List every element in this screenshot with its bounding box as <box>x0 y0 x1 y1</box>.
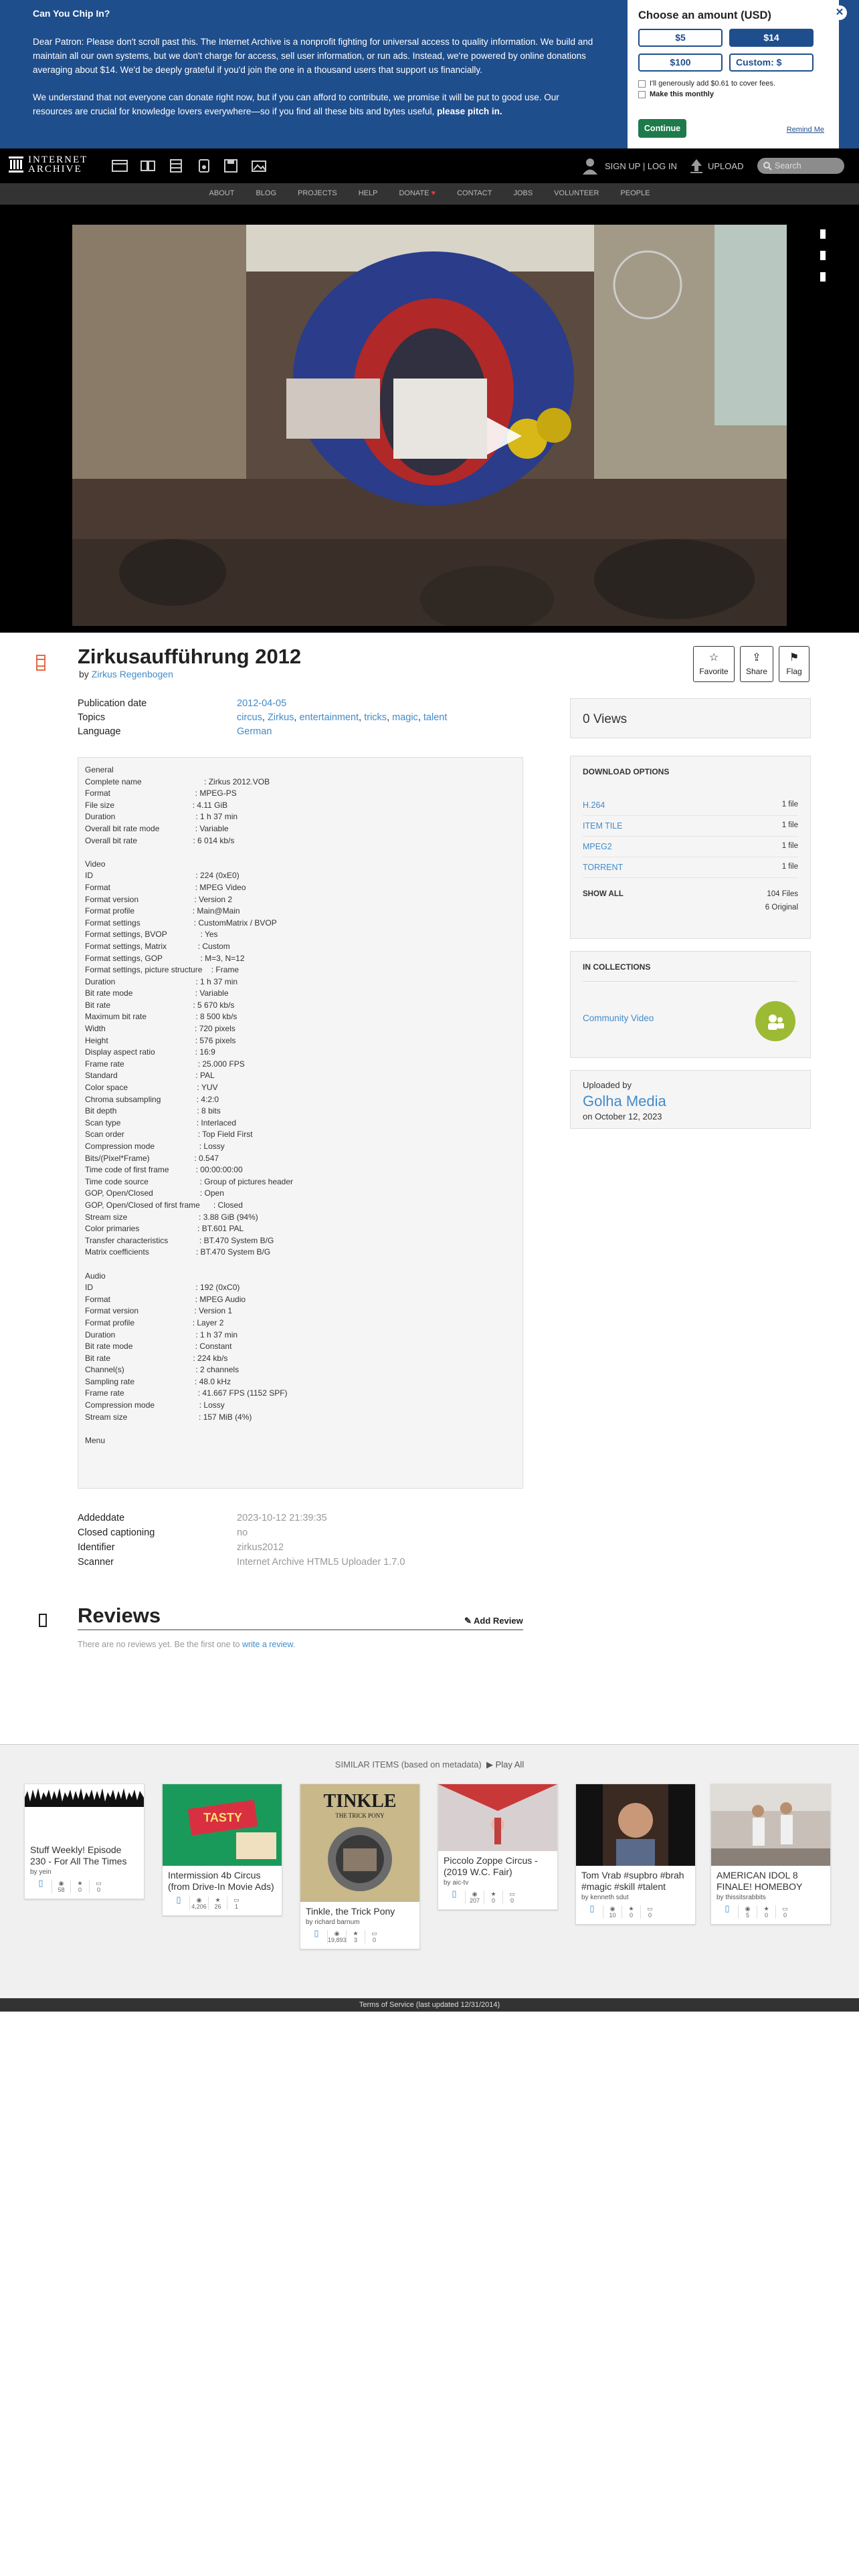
circus-ad-image <box>163 1784 282 1866</box>
logo-text <box>28 155 88 174</box>
media-type-icon: ▯ <box>314 1928 319 1938</box>
publication-date-label: Publication date <box>78 698 147 709</box>
remind-me-link[interactable]: Remind Me <box>786 126 824 134</box>
film-icon[interactable] <box>167 158 185 174</box>
nav-donate-label: DONATE <box>399 189 430 197</box>
views-count: 10 <box>609 1912 616 1919</box>
circus-tent-image <box>438 1784 557 1851</box>
tile-author: by thissitsrabbits <box>717 1894 766 1901</box>
download-row <box>583 795 798 816</box>
flag-icon: ⚑ <box>789 652 799 663</box>
similar-items <box>0 1744 859 1998</box>
tile-thumbnail <box>711 1784 830 1866</box>
user-icon[interactable] <box>581 156 599 175</box>
amount-title: Choose an amount (USD) <box>638 9 771 21</box>
comment-icon: ▭ <box>782 1905 788 1912</box>
amount-options <box>638 29 828 72</box>
nav-help[interactable]: HELP <box>358 189 378 197</box>
download-count: 1 file <box>781 842 798 850</box>
favorites-stat <box>757 1905 775 1919</box>
uploader-link[interactable]: Golha Media <box>583 1093 666 1109</box>
tile-author: by kenneth sdut <box>581 1894 629 1901</box>
download-count: 1 file <box>781 821 798 829</box>
tasty-text: TASTY <box>203 1811 242 1824</box>
similar-item-tile[interactable] <box>24 1784 145 1899</box>
collections-divider <box>583 981 798 982</box>
similar-item-tile[interactable] <box>300 1784 420 1949</box>
upload-icon[interactable] <box>689 158 704 174</box>
reviews-count: 0 <box>510 1897 514 1904</box>
tile-thumbnail <box>438 1784 557 1851</box>
star-icon: ★ <box>215 1897 221 1903</box>
closed-captioning-row <box>78 1527 405 1542</box>
play-all-label: Play All <box>495 1759 524 1769</box>
reviews-stat <box>775 1905 794 1919</box>
comment-icon: ▭ <box>371 1930 377 1937</box>
book-cover-image <box>300 1784 419 1902</box>
amount-panel <box>628 0 839 148</box>
eye-icon: ◉ <box>745 1905 751 1912</box>
collections-box <box>570 951 811 1058</box>
tile-thumbnail <box>163 1784 282 1866</box>
tile-thumbnail <box>25 1784 144 1840</box>
download-torrent-link[interactable]: TORRENT <box>583 863 624 872</box>
reviews-stat <box>365 1930 383 1943</box>
audio-icon[interactable] <box>195 158 213 174</box>
reviews-stat <box>640 1905 659 1919</box>
topics-label: Topics <box>78 712 106 723</box>
people-icon <box>755 1001 795 1041</box>
views-count: 207 <box>469 1897 480 1904</box>
similar-item-tile[interactable] <box>575 1784 696 1925</box>
similar-item-tile[interactable] <box>438 1784 558 1910</box>
metadata-table <box>78 698 447 740</box>
show-all-link[interactable]: SHOW ALL <box>583 890 624 898</box>
topic-link[interactable]: magic <box>392 712 418 723</box>
star-icon: ☆ <box>708 652 719 663</box>
web-icon[interactable] <box>111 158 128 174</box>
play-icon: ▶ <box>486 1759 493 1769</box>
scanner-label: Scanner <box>78 1557 114 1568</box>
no-reviews-message: There are no reviews yet. Be the first one to <box>78 1640 240 1649</box>
favorites-stat <box>622 1905 640 1919</box>
views-count: 58 <box>58 1887 65 1893</box>
total-files: 104 Files <box>767 890 798 898</box>
uploaded-by-box <box>570 1070 811 1129</box>
download-row <box>583 816 798 837</box>
item-details-table <box>78 1513 405 1572</box>
video-theater <box>0 205 859 633</box>
donation-pitch-in: please pitch in. <box>437 106 502 116</box>
reviews-count: 1 <box>234 1903 238 1910</box>
fee-checkbox[interactable] <box>638 80 646 88</box>
reviews-stat <box>89 1880 108 1893</box>
show-all-row <box>583 890 798 898</box>
tile-thumbnail <box>300 1784 419 1902</box>
software-icon[interactable] <box>222 158 240 174</box>
views-count: 19,893 <box>328 1937 347 1943</box>
views-stat <box>189 1897 208 1910</box>
favorites-count: 0 <box>491 1897 495 1904</box>
waveform-image <box>25 1784 144 1840</box>
tile-author: by richard barnum <box>306 1919 360 1926</box>
tile-title[interactable]: Intermission 4b Circus (from Drive-In Movie Ads) <box>168 1870 274 1892</box>
logo[interactable] <box>8 155 88 174</box>
media-type-icon: ▯ <box>176 1895 181 1905</box>
secondary-navigation <box>0 183 859 205</box>
addeddate-label: Addeddate <box>78 1513 125 1523</box>
amount-5-button[interactable]: $5 <box>638 29 723 47</box>
topic-link[interactable]: entertainment <box>299 712 359 723</box>
bookmark-icon[interactable] <box>819 250 827 261</box>
monthly-checkbox-row[interactable] <box>638 90 828 98</box>
community-video-link[interactable]: Community Video <box>583 1013 654 1023</box>
nav-jobs[interactable]: JOBS <box>513 189 533 197</box>
topics-row: Topics circus, Zirkus, entertainment, tricks, magic, talent <box>78 712 447 726</box>
add-review-button[interactable] <box>464 1616 523 1626</box>
author-link[interactable]: Zirkus Regenbogen <box>91 669 173 679</box>
monthly-checkbox[interactable] <box>638 91 646 98</box>
favorites-stat <box>70 1880 89 1893</box>
add-review-label: Add Review <box>474 1616 523 1626</box>
views-stat <box>738 1905 757 1919</box>
item-byline <box>79 669 173 679</box>
similar-item-tile[interactable] <box>710 1784 831 1925</box>
media-type-icon: ▯ <box>38 1878 43 1888</box>
views-stat <box>52 1880 70 1893</box>
scanner-row <box>78 1557 405 1572</box>
favorites-count: 3 <box>353 1937 357 1943</box>
reviews-divider <box>78 1629 523 1630</box>
views-count: 4,206 <box>191 1903 207 1910</box>
download-options <box>570 756 811 939</box>
star-icon: ★ <box>628 1905 634 1912</box>
book-icon[interactable] <box>139 158 157 174</box>
eye-icon: ◉ <box>472 1891 478 1897</box>
comment-icon: ▭ <box>647 1905 653 1912</box>
uploaded-by-label: Uploaded by <box>583 1080 632 1090</box>
views-stat <box>465 1891 484 1904</box>
language-value[interactable]: German <box>237 726 272 737</box>
fee-checkbox-row[interactable] <box>638 80 828 88</box>
favorites-count: 26 <box>214 1903 221 1910</box>
eye-icon: ◉ <box>334 1930 340 1937</box>
search-input[interactable]: Search <box>757 158 844 174</box>
donation-paragraph-2-text: We understand that not everyone can donate right now, but if you can afford to contribute, we promise it will be put to good use. Our resources are crucial for knowledge lovers everywhere—so if you find all these bits and bytes useful, <box>33 92 559 116</box>
heart-icon: ♥ <box>431 189 436 197</box>
tile-stats <box>576 1901 695 1924</box>
nav-projects[interactable]: PROJECTS <box>298 189 337 197</box>
reviews-count: 0 <box>783 1912 787 1919</box>
signup-login-link[interactable]: SIGN UP | LOG IN <box>605 161 677 171</box>
topic-link[interactable]: Zirkus <box>267 712 294 723</box>
tile-title[interactable]: AMERICAN IDOL 8 FINALE! HOMEBOY <box>717 1870 803 1892</box>
favorite-label: Favorite <box>699 667 729 676</box>
views-box <box>570 698 811 738</box>
collection-icon[interactable] <box>755 1001 795 1041</box>
tile-stats <box>300 1926 419 1949</box>
star-icon: ★ <box>763 1905 769 1912</box>
closed-captioning-value: no <box>237 1527 248 1538</box>
bookmark-icon[interactable] <box>819 272 827 282</box>
reviews-stat <box>502 1891 521 1904</box>
play-icon[interactable] <box>482 415 524 457</box>
comment-icon: ▭ <box>96 1880 102 1887</box>
addeddate-value: 2023-10-12 21:39:35 <box>237 1513 327 1523</box>
download-mpeg2-link[interactable]: MPEG2 <box>583 842 612 851</box>
tile-title[interactable]: Tinkle, the Trick Pony <box>306 1906 395 1917</box>
original-files: 6 Original <box>765 903 798 911</box>
upload-date: on October 12, 2023 <box>583 1111 662 1121</box>
media-type-icon: ▯ <box>725 1903 730 1913</box>
eye-icon: ◉ <box>196 1897 202 1903</box>
tile-stats <box>711 1901 830 1924</box>
upload-link[interactable]: UPLOAD <box>708 161 744 171</box>
collections-title: IN COLLECTIONS <box>583 962 651 972</box>
download-options-title: DOWNLOAD OPTIONS <box>583 767 670 776</box>
eye-icon: ◉ <box>58 1880 64 1887</box>
close-icon[interactable]: ✕ <box>832 5 847 20</box>
star-icon: ★ <box>77 1880 83 1887</box>
write-review-link[interactable]: write a review. <box>242 1640 296 1649</box>
views-count: 0 Views <box>583 712 628 726</box>
favorites-stat <box>346 1930 365 1943</box>
nav-about[interactable]: ABOUT <box>209 189 235 197</box>
media-type-icon: ▯ <box>452 1889 457 1899</box>
download-row <box>583 857 798 878</box>
download-count: 1 file <box>781 800 798 809</box>
star-icon: ★ <box>490 1891 496 1897</box>
favorites-count: 0 <box>764 1912 768 1919</box>
logo-line-1: INTERNET <box>28 154 88 165</box>
amount-100-button[interactable]: $100 <box>638 53 723 72</box>
views-stat <box>603 1905 622 1919</box>
favorites-stat <box>208 1897 227 1910</box>
pencil-icon: ✎ <box>464 1616 474 1626</box>
views-stat <box>327 1930 346 1943</box>
donation-title: Can You Chip In? <box>33 8 110 19</box>
cover-title-text: TINKLE <box>323 1791 397 1812</box>
favorites-count: 0 <box>78 1887 82 1893</box>
similar-items-title: SIMILAR ITEMS (based on metadata) <box>335 1759 482 1769</box>
tile-title[interactable]: Piccolo Zoppe Circus - (2019 W.C. Fair) <box>444 1855 538 1877</box>
page-title: Zirkusaufführung 2012 <box>78 645 302 668</box>
search-icon <box>763 161 772 171</box>
monthly-checkbox-label: Make this monthly <box>650 90 714 98</box>
bookmark-icon[interactable] <box>819 229 827 239</box>
share-icon: ⇪ <box>752 652 761 663</box>
nav-blog[interactable]: BLOG <box>256 189 277 197</box>
language-row <box>78 726 447 740</box>
tile-title[interactable]: Tom Vrab #supbro #brah #magic #skill #talent <box>581 1870 684 1892</box>
cover-subtitle-text: THE TRICK PONY <box>335 1812 385 1819</box>
comment-icon: ▭ <box>233 1897 240 1903</box>
continue-button[interactable]: Continue <box>638 119 686 138</box>
identifier-row <box>78 1542 405 1557</box>
tile-title[interactable]: Stuff Weekly! Episode 230 - For All The Times <box>30 1844 127 1866</box>
flag-label: Flag <box>786 667 802 676</box>
favorites-count: 0 <box>629 1912 633 1919</box>
reviews-count: 0 <box>648 1912 652 1919</box>
language-label: Language <box>78 726 121 737</box>
video-player[interactable] <box>72 225 787 626</box>
play-all-button[interactable] <box>486 1759 524 1769</box>
favorites-stat <box>484 1891 502 1904</box>
tile-author: by aic-tv <box>444 1879 469 1887</box>
share-button[interactable] <box>740 646 773 682</box>
video-type-icon <box>35 654 47 671</box>
reviews-title: Reviews <box>78 1604 161 1627</box>
fee-checkbox-label: I'll generously add $0.61 to cover fees. <box>650 80 775 88</box>
nav-volunteer[interactable]: VOLUNTEER <box>554 189 599 197</box>
star-icon: ★ <box>353 1930 359 1937</box>
nav-people[interactable]: PEOPLE <box>620 189 650 197</box>
comment-icon: ▭ <box>509 1891 515 1897</box>
identifier-label: Identifier <box>78 1542 115 1553</box>
logo-line-2: ARCHIVE <box>28 164 82 175</box>
closed-captioning-label: Closed captioning <box>78 1527 155 1538</box>
topic-link[interactable]: tricks <box>364 712 387 723</box>
download-count: 1 file <box>781 863 798 871</box>
video-thumbnail <box>72 225 787 626</box>
person-video-image <box>576 1784 695 1866</box>
media-info-description: General Complete name : Zirkus 2012.VOB Format : MPEG-PS File size : 4.11 GiB Duration : 1 h 37 min Overall bit rate mode : Variable Overall bit rate : 6 014 kb/s Video ID : 224 (0xE0) Format : MPEG Video Format version : Version 2 Format profile : Main@Main Format settings : CustomMatrix / BVOP Format settings, BVOP : Yes Format settings, Matrix : Custom Format settings, GOP : M=3, N=12 Format settings, picture structure : Frame Duration : 1 h 37 min Bit rate mode : Variable Bit rate : 5 670 kb/s Maximum bit rate : 8 500 kb/s Width : 720 pixels Height : 576 pixels Display aspect ratio : 16:9 Frame rate : 25.000 FPS Standard : PAL Color space : YUV Chroma subsampling : 4:2:0 Bit depth : 8 bits Scan type : Interlaced Scan order : Top Field First Compression mode : Lossy Bits/(Pixel*Frame) : 0.547 Time code of first frame : 00:00:00:00 Time code source : Group of pictures header GOP, Open/Closed : Open GOP, Open/Closed of first frame : Closed Stream size : 3.88 GiB (94%) Color primaries : BT.601 PAL Transfer characteristics : BT.470 System B/G Matrix coefficients : BT.470 System B/G Audio ID : 192 (0xC0) Format : MPEG Audio Format version : Version 1 Format profile : Layer 2 Duration : 1 h 37 min Bit rate mode : Constant Bit rate : 224 kb/s Channel(s) : 2 channels Sampling rate : 48.0 kHz Frame rate : 41.667 FPS (1152 SPF) Compression mode : Lossy Stream size : 157 MiB (4%) Menu <box>78 757 523 1489</box>
reviews-count: 0 <box>96 1887 100 1893</box>
donation-message <box>33 35 595 132</box>
review-icon <box>37 1613 48 1628</box>
top-navigation <box>0 148 859 183</box>
flag-button[interactable] <box>779 646 809 682</box>
tile-thumbnail <box>576 1784 695 1866</box>
addeddate-row <box>78 1513 405 1527</box>
images-icon[interactable] <box>250 158 268 174</box>
by-label: by <box>79 669 89 679</box>
nav-contact[interactable]: CONTACT <box>457 189 492 197</box>
terms-of-service-link[interactable]: Terms of Service (last updated 12/31/2014) <box>359 2001 500 2009</box>
download-h264-link[interactable]: H.264 <box>583 800 605 810</box>
topic-link[interactable]: talent <box>423 712 448 723</box>
reviews-count: 0 <box>372 1937 376 1943</box>
donation-paragraph-1: Dear Patron: Please don't scroll past this. The Internet Archive is a nonprofit fighting for universal access to quality information. We build and maintain all our own systems, but we don't charge for access, sell user information, or run ads. Instead, we're powered by online donations averaging about $14. We'd be deeply grateful if you'd join the one in a thousand users that support us financially. <box>33 37 593 75</box>
identifier-value: zirkus2012 <box>237 1542 284 1553</box>
footer <box>0 1998 859 2012</box>
publication-date-row <box>78 698 447 712</box>
share-label: Share <box>745 667 768 676</box>
nav-donate[interactable] <box>399 189 436 197</box>
amount-14-button[interactable]: $14 <box>729 29 814 47</box>
reviews-stat <box>227 1897 246 1910</box>
similar-item-tile[interactable] <box>162 1784 282 1916</box>
dancers-image <box>711 1784 830 1866</box>
topic-link[interactable]: circus <box>237 712 262 723</box>
archive-building-icon <box>8 156 24 173</box>
download-item-tile-link[interactable]: ITEM TILE <box>583 821 623 831</box>
custom-amount-input[interactable]: Custom: $ <box>729 53 814 72</box>
eye-icon: ◉ <box>609 1905 615 1912</box>
tile-author: by yein <box>30 1868 52 1876</box>
tile-stats <box>438 1887 557 1909</box>
publication-date-value[interactable]: 2012-04-05 <box>237 698 287 709</box>
tile-stats <box>163 1893 282 1915</box>
views-count: 5 <box>745 1912 749 1919</box>
download-row <box>583 837 798 857</box>
no-reviews-text <box>78 1640 295 1649</box>
similar-items-heading <box>0 1759 859 1770</box>
favorite-button[interactable] <box>693 646 735 682</box>
donation-banner <box>0 0 859 148</box>
tile-stats <box>25 1876 144 1899</box>
media-type-icon: ▯ <box>589 1903 595 1913</box>
donation-paragraph-2 <box>33 90 595 118</box>
scanner-value: Internet Archive HTML5 Uploader 1.7.0 <box>237 1557 405 1568</box>
